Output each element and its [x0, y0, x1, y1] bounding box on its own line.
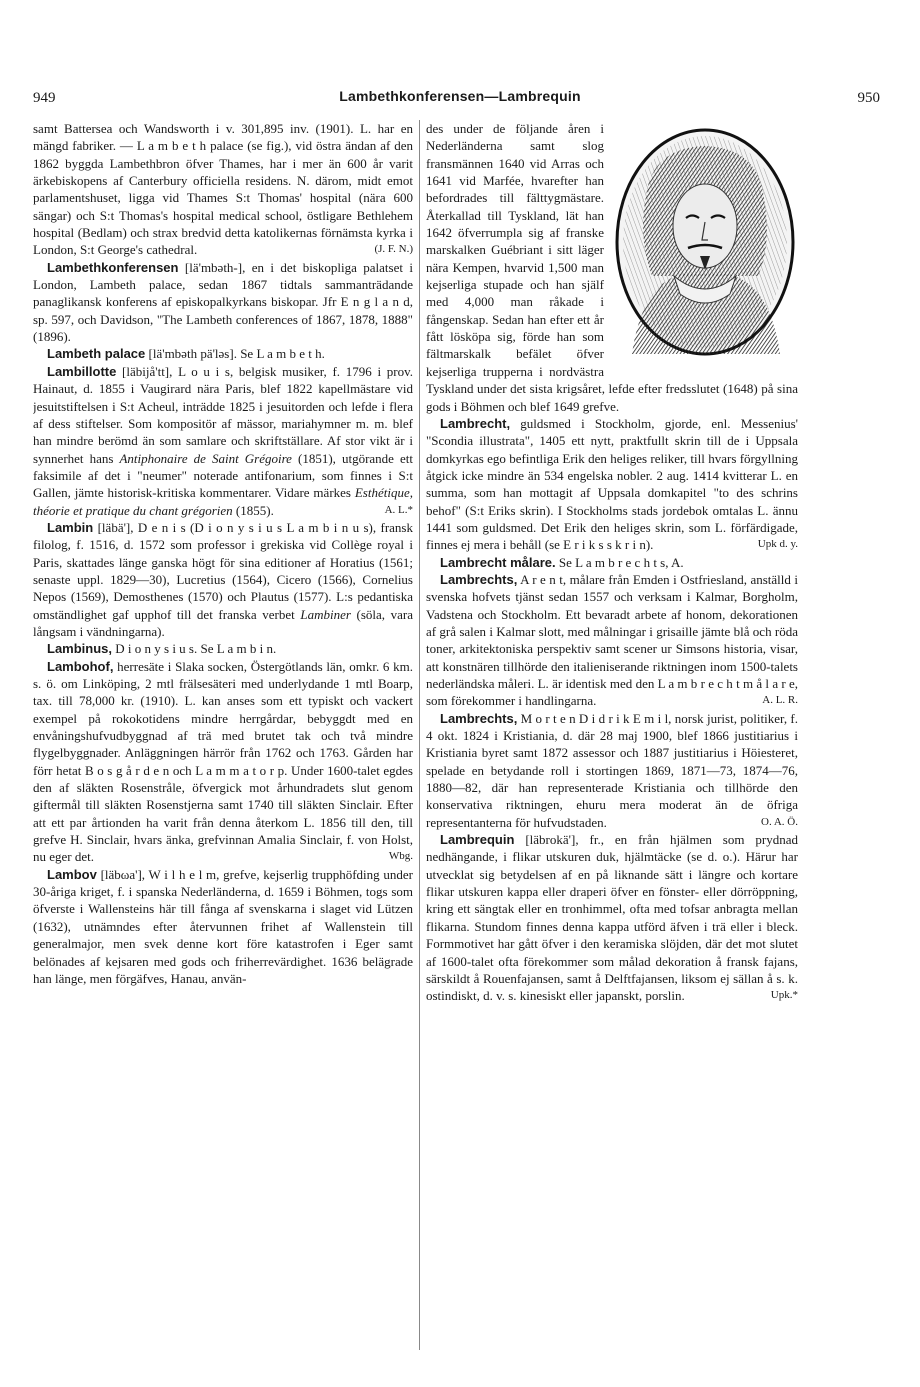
column-left — [33, 120, 413, 1352]
entry-text: samt Battersea och Wandsworth i v. 301,895 inv. (1901). L. har en mängd fabriker. — L a m b e t h palace (se fig.), vid östra ändan af den 1862 byggda Lambethbron öfver Thames, har i mer än 600 år varit ärkebiskopens af Canterbury officiella residens. N. därom, midt emot parlamentshuset, ligga vid Thames S:t Thomas' hospital (nära 600 sängar) och S:t Thomas's hospital medical school, östligare Bethlehem hospital (Bedlam) och strax bredvid detta katolikernas förnämsta kyrka i London, S:t George's cathedral. — [33, 121, 413, 258]
entry-lambrechts-morten — [426, 710, 798, 831]
entry-text: des under de följande åren i Nederländerna samt slog fransmännen 1640 vid Arras och 1641 vid Marfée, hvarefter han befordrades till fälttygmästare. Återkallad till Tyskland, lät han 1642 öfverrumpla sig af franske marskalken Guébriant i sitt läger nära Kempen, hvarvid 1,500 man kejserliga stupade och han själf med 4,000 man råkade i fångenskap. Sedan han efter ett år fått lösköpa sig, förde han som fältmarskalk befälet öfver kejserliga trupperna i nordvästra Tyskland under det sista krigsåret, lefde efter fredsslutet (1648) på sina gods i Böhmen och blef 1649 grefve. — [426, 121, 798, 414]
entry-text: Se L a m b r e c h t s, A. — [555, 554, 684, 570]
work-title: Antiphonaire de Saint Grégoire — [119, 450, 292, 466]
author-signature: Wbg. — [388, 850, 413, 863]
author-signature: O. A. Ö. — [761, 815, 798, 828]
entry-text: [läbä'], D e n i s (D i o n y s i u s L a m b i n u s), fransk filolog, f. 1516, d. 1572 som professor i grekiska vid Collège royal i Paris, skattades länge ganska högt för sina editioner af Horatius (1561; senaste uppl. 1829—30), Lucretius (1564), Cicero (1566), Cornelius Nepos (1569), Demosthenes (1570) och Plautus (1577). L:s pedantiska omständlighet gaf upphof till det franska verbet — [33, 519, 413, 622]
column-right — [426, 120, 798, 1352]
entry-lambillotte — [33, 363, 413, 519]
entry-lambrecht-malare — [426, 554, 798, 571]
headword: Lambillotte — [47, 363, 117, 379]
work-title: Esthétique, théorie et pratique du chant grégorien — [33, 485, 413, 518]
headword: Lambethkonferensen — [47, 259, 179, 275]
page-number-left: 949 — [33, 90, 56, 106]
author-signature: Upk.* — [770, 989, 798, 1002]
entry-lambrequin — [426, 831, 798, 1004]
entry-lambeth-palace — [33, 345, 413, 362]
portrait-icon — [612, 126, 798, 358]
entry-lambov-cont — [426, 120, 798, 415]
entry-text: herresäte i Slaka socken, Östergötlands län, omkr. 6 km. s. ö. om Linköping, 2 mtl frälsesäteri med underlydande 1 mtl Boarp, tax. till 78,000 kr. (1910). L. kan anses som ett typiskt och vackert exempel på rokokotidens mindre herrgårdar, bebyggdt med en envåningshufvudbyggnad af trä med brutet tak och två mindre flygelbyggnader. Anläggningen härrör från 1762 och 1763. Gården har förr hetat B o s g å r d e n och L a m m a t o r p. Under 1600-talet egdes den af släkten Rosenstråle, öfvergick mot århundradets slut genom giftermål till släkten Rosenstjerna samt 1740 till släkten Sinclair. Efter att ett par årtionden ha varit från denna återkom L. 1856 till den, till grefve H. Sinclair, hvars änka, grefvinnan Amalia Sinclair, f. von Holst, nu eger det. — [33, 658, 413, 865]
author-signature: A. L.* — [384, 503, 413, 516]
headword: Lambrechts, — [440, 571, 518, 587]
entry-text: (1855). — [232, 502, 274, 518]
entry-text: [läbijå'tt], L o u i s, belgisk musiker, f. 1796 i prov. Hainaut, d. 1855 i Vaugirard nära Paris, blef 1822 kapellmästare vid jesuitstiftelsen i S:t Acheul, inträdde 1825 i jesuitorden och lefde i flera af dess stiftelser. Som kompositör af mässor, mariahymner m. m. blef han mindre berömd än som samlare och skriftställare. Af stor vikt är i synnerhet hans — [33, 363, 413, 466]
column-divider — [419, 120, 420, 1350]
author-signature: A. L. R. — [762, 694, 798, 707]
portrait-illustration — [612, 126, 798, 364]
entry-text: [läbrokä'], fr., en från hjälmen som prydnad nedhängande, i flikar utskuren duk, hjälmtäcke (se d. o.). Härur har utvecklat sig betydelsen af en på liknande sätt i längre och kortare flikar utskuren kappa eller draperi öfver en fönster- eller dörröppning, kring ett sängtak eller en tronhimmel, ofta med tofsar anbragta mellan flikarna. Stundom finnes denna kappa utförd äfven i trä eller i bleck. Formmotivet har gått öfver i den keramiska slöjden, där det mot slutet af 1600-talet ofta förekommer som målad dekoration å fransk fajans, särskildt å Rouenfajansen, samt å Delftfajansen, liksom ej sällan å s. k. ostindiskt, d. v. s. kinesiskt eller japanskt, porslin. — [426, 832, 798, 1004]
entry-lambohof — [33, 658, 413, 866]
entry-lambrechts-arent — [426, 571, 798, 710]
entry-lambethkonferensen — [33, 259, 413, 346]
headword: Lambov — [47, 866, 97, 882]
headword: Lambohof, — [47, 658, 114, 674]
headword: Lambrecht målare. — [440, 554, 556, 570]
headword: Lambinus, — [47, 641, 113, 657]
author-signature: Upk d. y. — [757, 538, 798, 551]
headword: Lambrechts, — [440, 710, 518, 726]
entry-text: (1851), utgörande ett faksimile af det i "neumer" noterade antifonarium, som finnes i S:t Gallen, jämte historisk-kritiska kommentarer. Vidare märkes — [33, 450, 413, 501]
headword: Lambrequin — [440, 832, 515, 848]
entry-lambeth-cont — [33, 120, 413, 259]
entry-text: D i o n y s i u s. Se L a m b i n. — [112, 641, 277, 657]
entry-lambin — [33, 519, 413, 640]
headword: Lambin — [47, 519, 94, 535]
entry-text: [lä'mbəth-], en i det biskopliga palatset i London, Lambeth palace, sedan 1867 tidtals sammanträdande panaglikansk konferens af episkopalkyrkans biskopar. Jfr E n g l a n d, sp. 597, och Davidson, "The Lambeth conferences of 1867, 1878, 1888" (1896). — [33, 259, 413, 345]
author-signature: (J. F. N.) — [374, 243, 413, 256]
entry-text: A r e n t, målare från Emden i Ostfriesland, anställd i svenska hofvets tjänst sedan 1557 och verksam i Kalmar, Borgholm, Vadstena och Stockholm. Ett bevaradt arbete af honom, dekorationen af grå salen i Kalmar slott, med målningar i grisaille jämte blå och röda toner, arkitektoniska perspektiv samt scener ur Simsons historia, visar, att konstnären tillhörde den italieniserande riktningen inom 1500-talets nederländska måleri. L. är identisk med den L a m b r e c h t m å l a r e, som förekommer i handlingarna. — [426, 571, 798, 709]
entry-text: (söla, vara långsam i vändningarna). — [33, 606, 413, 639]
entry-lambrecht — [426, 415, 798, 554]
running-head: Lambethkonferensen—Lambrequin — [339, 88, 581, 104]
entry-text: M o r t e n D i d r i k E m i l, norsk jurist, politiker, f. 4 okt. 1824 i Kristiania, d. där 28 maj 1900, blef 1866 justitiarius i Kristiania byret samt 1872 assessor och 1887 justitiarius i Höiesteret, spelade en betydande roll i stortingen 1869, 1871—73, 1874—76, 1880—82, där han representerade Kristiania och tillhörde den konservativa riktningen, ehuru mera moderat än de öfriga representanterna för hufvudstaden. — [426, 710, 798, 830]
term: Lambiner — [300, 606, 351, 622]
headword: Lambrecht, — [440, 415, 511, 431]
entry-lambinus — [33, 640, 413, 657]
page-number-right: 950 — [857, 90, 880, 106]
entry-text: [lä'mbəth pä'ləs]. Se L a m b e t h. — [145, 346, 325, 362]
entry-text: [läbωa'], W i l h e l m, grefve, kejserlig trupphöfding under 30-åriga kriget, f. i spanska Nederländerna, d. 1659 i Böhmen, togs som öfverste i Wallensteins här till fånga af svenskarna i slaget vid Lützen (1632), utnämndes efter återvunnen frihet af Wallenstein till generalmajor, men svek denne kort före katastrofen i Eger samt belönades af kejsaren med gods och friherrevärdighet. 1636 belägrade han länge, men förgäfves, Hanau, använ- — [33, 866, 413, 986]
headword: Lambeth palace — [47, 346, 146, 362]
entry-text: guldsmed i Stockholm, gjorde, enl. Messenius' "Scondia illustrata", 1405 ett nytt, praktfullt skrin till de i Uppsala domkyrkas ego befintliga Erik den heliges reliker, till hvars förgyllning åtgick icke mindre än 534 engelska nobler. 2 aug. 1414 kvitterar L. en summa, som han mottagit af Uppsala domkapitel "to des schrins behof" (S:t Eriks skrin). I Stockholms stads jordebok omtalas L. ännu 1441 som guldsmed. Det Erik den heliges skrin, som L. förfärdigade, finnes ej mera i behåll (se E r i k s s k r i n). — [426, 415, 798, 553]
entry-lambov — [33, 866, 413, 987]
